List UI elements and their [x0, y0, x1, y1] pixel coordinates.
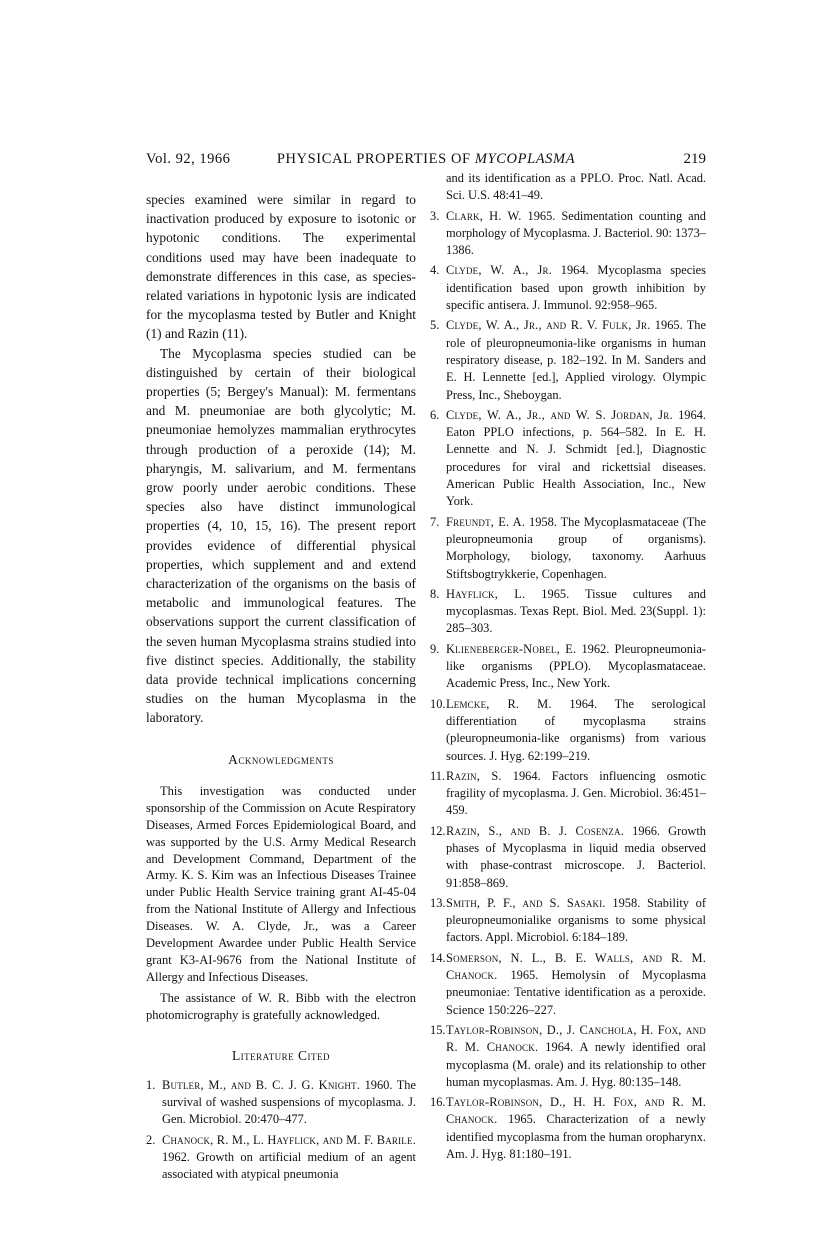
reference-item: 9. Klieneberger-Nobel, E. 1962. Pleuropneumonia-like organisms (PPLO). Mycoplasmataceae. Academic Press, Inc., New York. — [430, 641, 706, 691]
reference-item: 16.Taylor-Robinson, D., H. H. Fox, and R. M. Chanock. 1965. Characterization of a newly identified mycoplasma from the human oropharynx. Am. J. Hyg. 81:180–191. — [430, 1095, 706, 1162]
reference-item-continued: and its identification as a PPLO. Proc. Natl. Acad. Sci. U.S. 48:41–49. — [446, 171, 706, 203]
reference-item: 2. Chanock, R. M., L. Hayflick, and M. F. Barile. 1962. Growth on artificial medium of an agent associated with atypical pneumonia — [146, 1132, 416, 1182]
reference-item: 7. Freundt, E. A. 1958. The Mycoplasmataceae (The pleuropneumonia group of organisms). Morphology, biology, taxonomy. Aarhuus Stiftsbogtrykkerie, Copenhagen. — [430, 514, 706, 581]
reference-item: 1. Butler, M., and B. C. J. G. Knight. 1960. The survival of washed suspensions of mycoplasma. J. Gen. Microbiol. 20:470–477. — [146, 1077, 416, 1127]
reference-item: 3. Clark, H. W. 1965. Sedimentation counting and morphology of Mycoplasma. J. Bacteriol. 90: 1373–1386. — [430, 208, 706, 258]
running-title-prefix: PHYSICAL PROPERTIES OF — [276, 151, 475, 167]
volume-label: Vol. 92, 1966 — [146, 151, 231, 167]
reference-list-left — [146, 1077, 416, 1184]
running-title — [146, 151, 706, 168]
right-column — [430, 170, 706, 1163]
reference-item: 11.Razin, S. 1964. Factors influencing osmotic fragility of mycoplasma. J. Gen. Microbiol. 36:451–459. — [430, 768, 706, 818]
reference-item: 5. Clyde, W. A., Jr., and R. V. Fulk, Jr. 1965. The role of pleuropneumonia-like organisms in human respiratory disease, p. 182–192. In M. Sanders and E. H. Lennette [ed.], Applied virology. Olympic Press, Inc., Sheboygan. — [430, 318, 706, 402]
acknowledgments-heading: Acknowledgments — [228, 751, 334, 767]
reference-item: 12.Razin, S., and B. J. Cosenza. 1966. Growth phases of Mycoplasma in liquid media observed with phase-contrast microscope. J. Bacteriol. 91:858–869. — [430, 823, 706, 890]
literature-cited-heading: Literature Cited — [231, 1047, 331, 1063]
reference-item: 13.Smith, P. F., and S. Sasaki. 1958. Stability of pleuropneumonialike organisms to some physical factors. Appl. Microbiol. 6:184–189. — [430, 895, 706, 945]
acknowledgments-paragraph-2: The assistance of W. R. Bibb with the electron photomicrography is gratefully acknowledged. — [146, 990, 416, 1022]
left-column — [146, 190, 416, 1184]
acknowledgments-paragraph-1: This investigation was conducted under sponsorship of the Commission on Acute Respiratory Diseases, Armed Forces Epidemiological Board, and was supported by the U.S. Army Medical Research and Development Command, Department of the Army. K. S. Kim was an Infectious Diseases Trainee under Public Health Service training grant AI-45-04 from the National Institute of Allergy and Infectious Diseases. W. A. Clyde, Jr., was a Career Development Awardee under Public Health Service grant K3-AI-9676 from the National Institute of Allergy and Infectious Diseases. — [146, 783, 416, 984]
reference-item: 6. Clyde, W. A., Jr., and W. S. Jordan, Jr. 1964. Eaton PPLO infections, p. 564–582. In E. H. Lennette and N. J. Schmidt [ed.], Diagnostic procedures for viral and rickettsial diseases. American Public Health Association, Inc., New York. — [430, 407, 706, 509]
reference-item: 15.Taylor-Robinson, D., J. Canchola, H. Fox, and R. M. Chanock. 1964. A newly identified oral mycoplasma (M. orale) and its relationship to other human mycoplasmas. Am. J. Hyg. 80:135–148. — [430, 1022, 706, 1089]
running-title-italic: MYCOPLASMA — [474, 151, 576, 167]
reference-item: 14.Somerson, N. L., B. E. Walls, and R. M. Chanock. 1965. Hemolysin of Mycoplasma pneumoniae: Tentative identification as a peroxide. Science 150:226–227. — [430, 950, 706, 1017]
body-paragraph-2: The Mycoplasma species studied can be distinguished by certain of their biological properties (5; Bergey's Manual): M. fermentans and M. pneumoniae are both glycolytic; M. pneumoniae hemolyzes mammalian erythrocytes through production of a peroxide (14); M. pharyngis, M. salivarium, and M. fermentans grow poorly under aerobic conditions. These species also have distinct immunological properties (4, 10, 15, 16). The present report provides evidence of differential physical properties, which supplement and and extend characterization of the organisms on the basis of metabolic and immunological features. The observations support the current classification of the seven human Mycoplasma strains studied into five distinct species. Additionally, the stability data provide technical implications concerning studies on the human Mycoplasma in the laboratory. — [146, 345, 416, 726]
reference-item: 8. Hayflick, L. 1965. Tissue cultures and mycoplasmas. Texas Rept. Biol. Med. 23(Suppl. 1): 285–303. — [430, 586, 706, 636]
body-paragraph-1: species examined were similar in regard to inactivation produced by exposure to isotonic or hypotonic conditions. The experimental conditions used may have been inadequate to demonstrate differences in this case, as species-related variations in hypotonic lysis are indicated for the mycoplasma tested by Butler and Knight (1) and Razin (11). — [146, 192, 416, 342]
page-number: 219 — [683, 151, 706, 167]
reference-item: 10.Lemcke, R. M. 1964. The serological differentiation of mycoplasma strains (pleuropneumonia-like organisms) from various sources. J. Hyg. 62:199–219. — [430, 696, 706, 763]
reference-item: 4. Clyde, W. A., Jr. 1964. Mycoplasma species identification based upon growth inhibition by specific antisera. J. Immunol. 92:958–965. — [430, 263, 706, 313]
